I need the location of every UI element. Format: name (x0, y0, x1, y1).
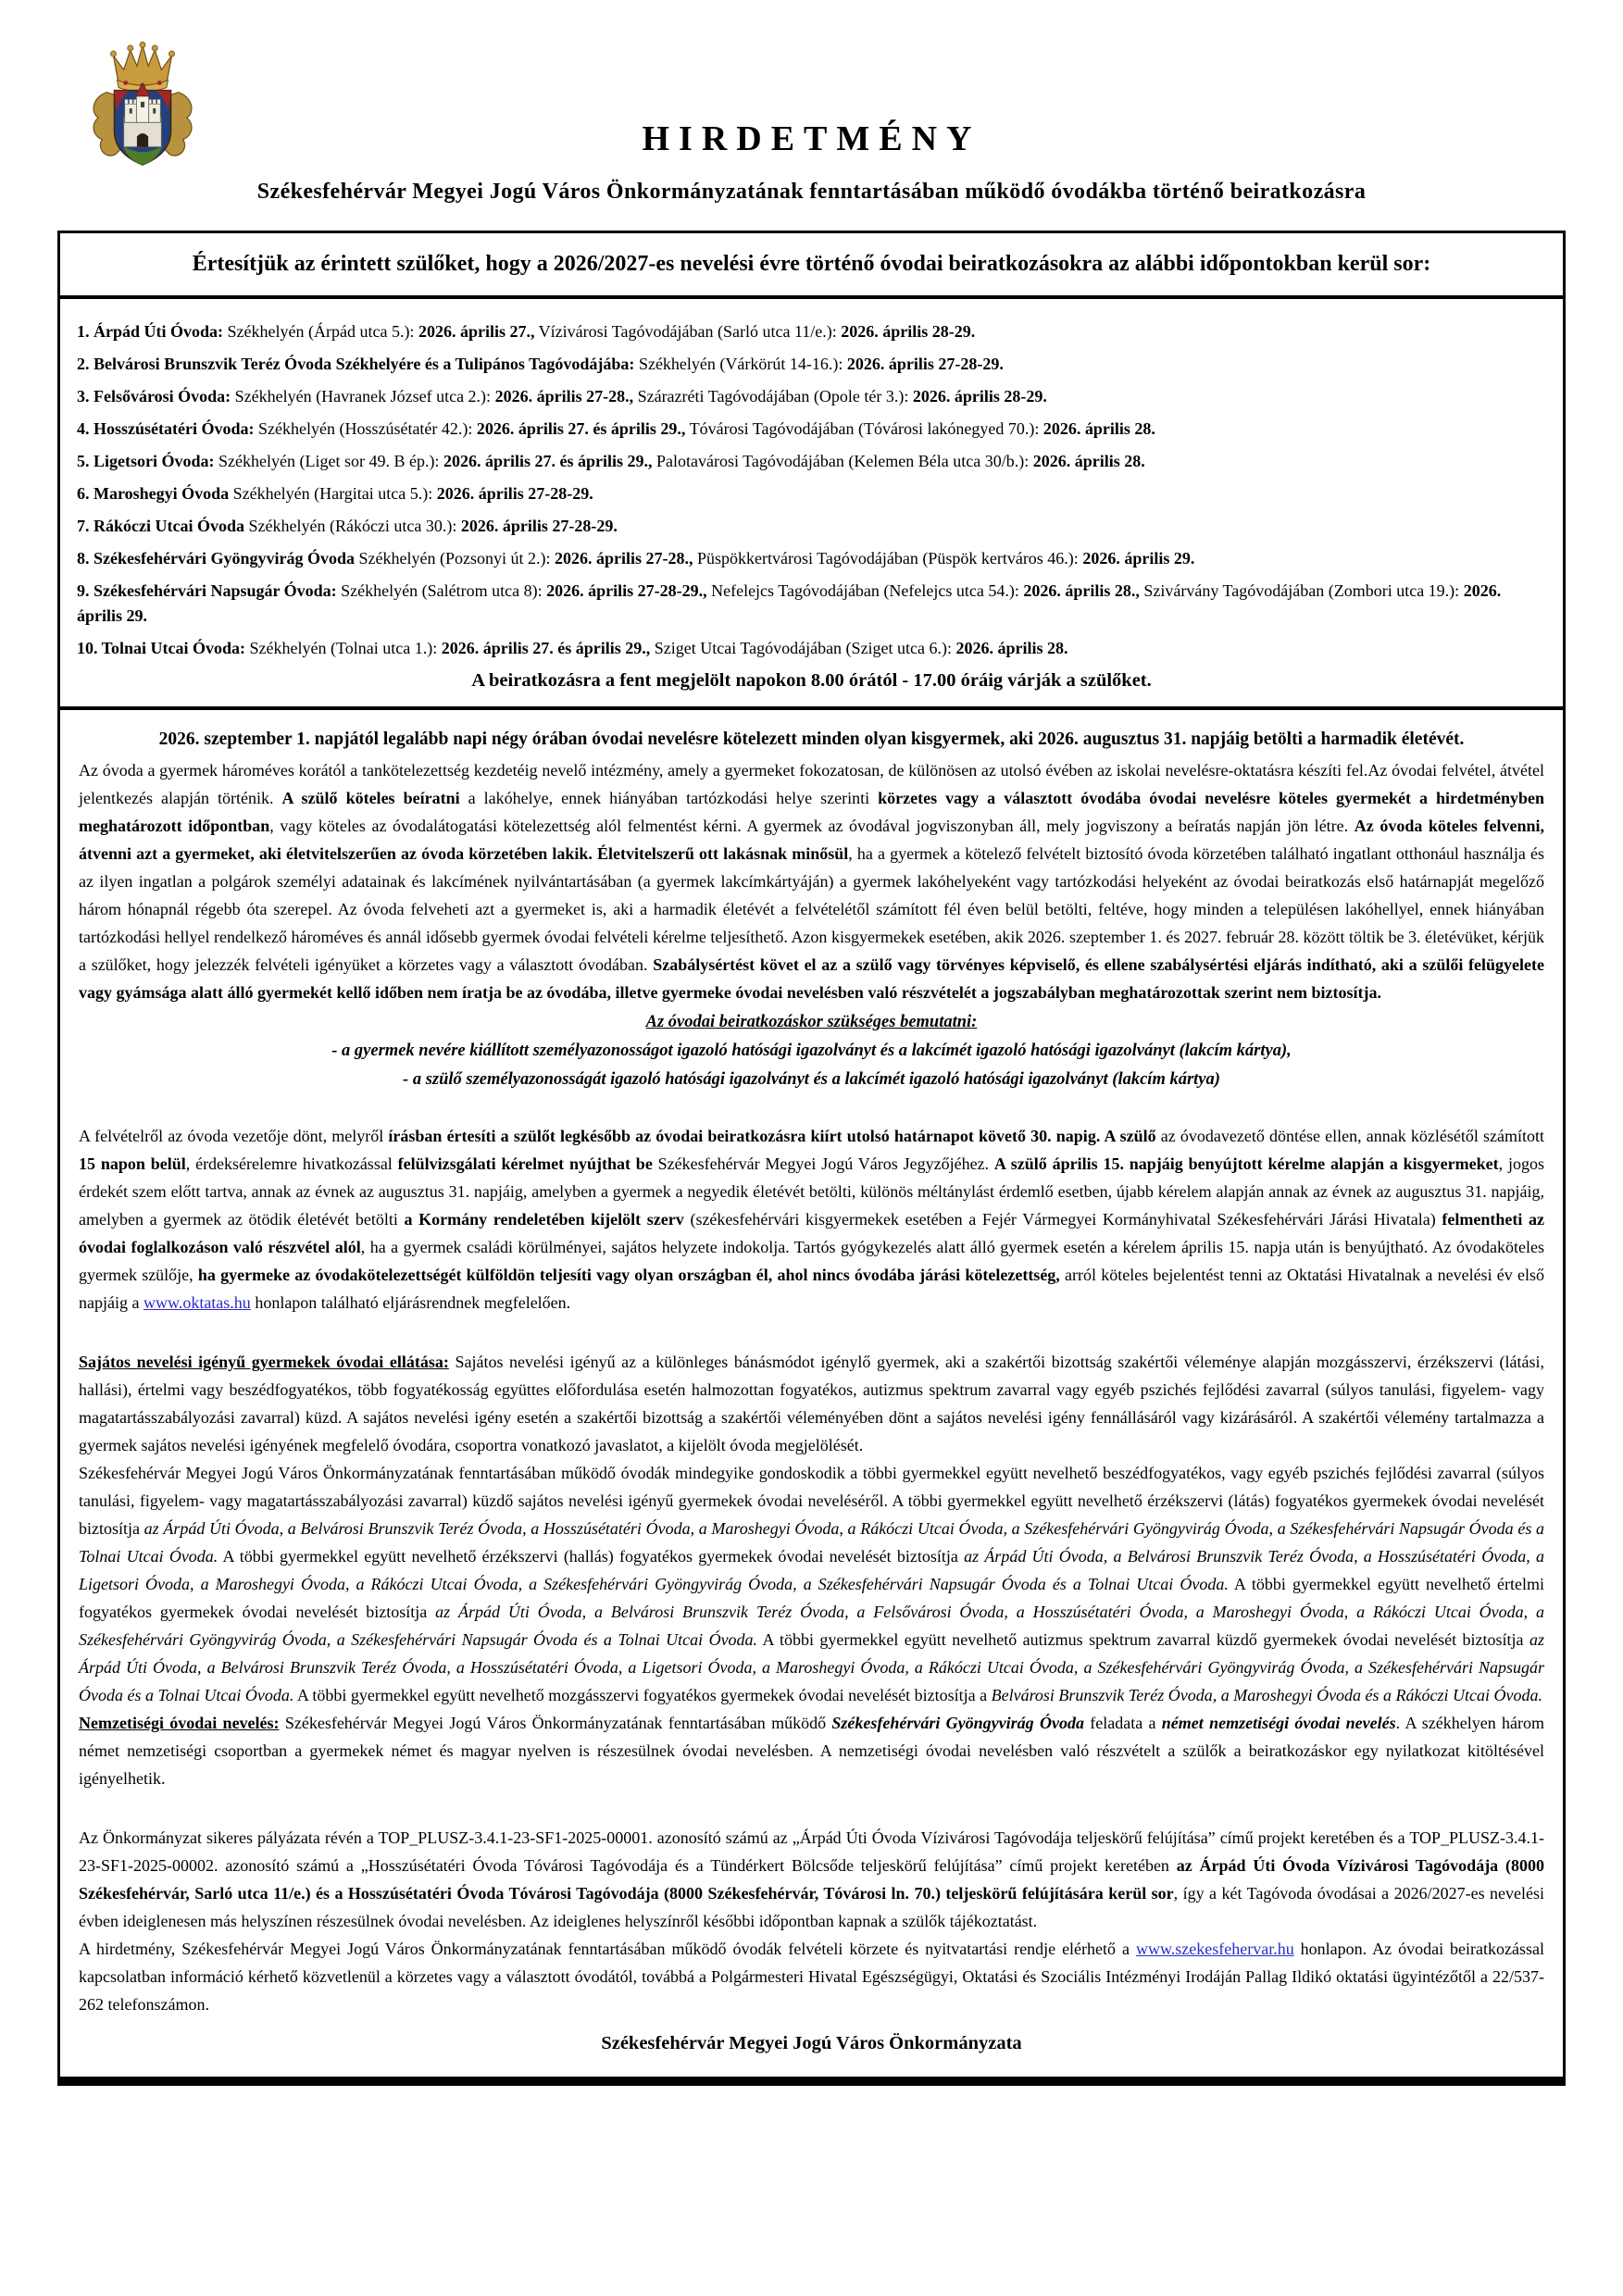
details-section (60, 710, 1563, 2077)
hyperlink[interactable]: www.szekesfehervar.hu (1135, 1940, 1294, 1958)
schedule-list-item: 7. Rákóczi Utcai Óvoda Székhelyén (Rákóczi utca 30.): 2026. április 27-28-29. (77, 517, 618, 535)
schedule-list-item: 5. Ligetsori Óvoda: Székhelyén (Liget sor 49. B ép.): 2026. április 27. és április 29., Palotavárosi Tagóvodájában (Kelemen Béla utca 30/b.): 2026. április 28. (77, 452, 1145, 470)
contact-info-paragraph: A hirdetmény, Székesfehérvár Megyei Jogú Város Önkormányzatának fenntartásában működő óvodák felvételi körzete és nyitvatartási rendje elérhető a www.szekesfehervar.hu honlapon. Az óvodai beiratkozással kapcsolatban információ kérhető közvetlenül a körzetes vagy a választott óvodától, továbbá a Polgármesteri Hivatal Egészségügyi, Oktatási és Szociális Intézményi Irodáján Pallag Ildikó oktatási ügyintézőtől a 22/537-262 telefonszámon. (79, 1940, 1544, 2014)
coat-of-arms-graphic (86, 41, 199, 174)
document-header (0, 0, 1623, 205)
city-coat-of-arms-icon (86, 41, 199, 174)
schedule-list-item: 1. Árpád Úti Óvoda: Székhelyén (Árpád utca 5.): 2026. április 27., Vízivárosi Tagóvodájában (Sarló utca 11/e.): 2026. április 28-29. (77, 322, 976, 341)
intro-text: Értesítjük az érintett szülőket, hogy a 2026/2027-es nevelési évre történő óvodai beiratkozásokra az alábbi időpontokban kerül sor: (192, 252, 1431, 276)
required-document-parent-line: - a szülő személyazonosságát igazoló hatósági igazolványt és a lakcímét igazoló hatósági igazolványt (lakcím kártya) (403, 1070, 1220, 1089)
hyperlink[interactable]: www.oktatas.hu (143, 1293, 251, 1312)
schedule-list-item: 3. Felsővárosi Óvoda: Székhelyén (Havranek József utca 2.): 2026. április 27-28., Szárazréti Tagóvodájában (Opole tér 3.): 2026. április 28-29. (77, 387, 1047, 406)
page-subtitle: Székesfehérvár Megyei Jogú Város Önkormányzatának fenntartásában működő óvodákba történő beiratkozásra (256, 180, 1367, 204)
schedule-list-item: 10. Tolnai Utcai Óvoda: Székhelyén (Tolnai utca 1.): 2026. április 27. és április 29., Sziget Utcai Tagóvodájában (Sziget utca 6.): 2026. április 28. (77, 639, 1068, 657)
signature: Székesfehérvár Megyei Jogú Város Önkormányzata (601, 2033, 1022, 2053)
intro-section (60, 233, 1563, 299)
schedule-list-item: 4. Hosszúsétatéri Óvoda: Székhelyén (Hosszúsétatér 42.): 2026. április 27. és április 29., Tóvárosi Tagóvodájában (Tóvárosi lakónegyed 70.): 2026. április 28. (77, 419, 1155, 438)
announcement-frame (57, 231, 1566, 2086)
enrollment-schedule-section (60, 299, 1563, 710)
enrollment-rules-paragraph: Az óvoda a gyermek hároméves korától a tankötelezettség kezdetéig nevelő intézmény, amely a gyermeket fokozatosan, de különösen az utolsó évében az iskolai nevelésre-oktatásra készíti fel.Az óvodai felvétel, átvétel jelentkezés alapján történik. A szülő köteles beíratni a lakóhelye, ennek hiányában tartózkodási helye szerinti körzetes vagy a választott óvodába óvodai nevelésre köteles gyermekét a hirdetményben meghatározott időpontban, vagy köteles az óvodalátogatási kötelezettség alól felmentést kérni. A gyermek az óvodával jogviszonyban áll, mely jogviszony a beíratás napján jön létre. Az óvoda köteles felvenni, átvenni azt a gyermeket, aki életvitelszerűen az óvoda körzetében lakik. Életvitelszerű ott lakásnak minősül, ha a gyermek a kötelező felvételt biztosító óvoda körzetében található ingatlant otthonául használja és az ilyen ingatlan a polgárok személyi adatainak és lakcímének nyilvántartásában (a gyermek lakcímkártyáján) a gyermek lakóhelyeként vagy tartózkodási helyeként az óvodai beiratkozás első határnapját megelőző három hónapnál régebb óta szerepel. Az óvoda felveheti azt a gyermeket is, aki a harmadik életévét a felvételétől számított fél éven belül betölti, feltéve, hogy minden a településen lakóhellyel, ennek hiányában tartózkodási hellyel rendelkező hároméves és annál idősebb gyermek óvodai felvételi kérelme teljesíthető. Azon kisgyermekek esetében, akik 2026. szeptember 1. és 2027. február 28. között töltik be 3. életévüket, kérjük a szülőket, hogy jelezzék felvételi igényüket a körzetes vagy a választott óvodában. Szabálysértést követ el az a szülő vagy törvényes képviselő, és ellene szabálysértési eljárás indítható, aki a szülői felügyelete vagy gyámsága alatt álló gyermekét kellő időben nem íratja be az óvodába, illetve gyermeke óvodai nevelésben való részvételét a jogszabályban meghatározottak szerint nem biztosítja. (79, 761, 1544, 1002)
schedule-list-item: 6. Maroshegyi Óvoda Székhelyén (Hargitai utca 5.): 2026. április 27-28-29. (77, 484, 593, 503)
schedule-list-item: 2. Belvárosi Brunszvik Teréz Óvoda Székhelyére és a Tulipános Tagóvodájába: Székhelyén (Várkörút 14-16.): 2026. április 27-28-29. (77, 355, 1004, 373)
page-title: HIRDETMÉNY (642, 119, 981, 158)
schedule-closing-note: A beiratkozásra a fent megjelölt napokon 8.00 órától - 17.00 óráig várják a szülőket. (471, 670, 1152, 691)
renovation-projects-paragraph: Az Önkormányzat sikeres pályázata révén a TOP_PLUSZ-3.4.1-23-SF1-2025-00001. azonosító számú az „Árpád Úti Óvoda Vízivárosi Tagóvodája teljeskörű felújítása” című projekt keretében és a TOP_PLUSZ-3.4.1-23-SF1-2025-00002. azonosító számú a „Hosszúsétatéri Óvoda Tóvárosi Tagóvodája és a Tündérkert Bölcsőde teljeskörű felújítása” című projekt keretében az Árpád Úti Óvoda Vízivárosi Tagóvodája (8000 Székesfehérvár, Sarló utca 11/e.) és a Hosszúsétatéri Óvoda Tóvárosi Tagóvodája (8000 Székesfehérvár, Tóvárosi ln. 70.) teljeskörű felújítására kerül sor, így a két Tagóvoda óvodásai a 2026/2027-es nevelési évben ideiglenesen más helyszínen részesülnek óvodai nevelésben. Az ideiglenes helyszínről későbbi időpontban kapnak a szülők tájékoztatást. (79, 1828, 1544, 1930)
special-needs-paragraph: Sajátos nevelési igényű gyermekek óvodai ellátása: Sajátos nevelési igényű az a különleges bánásmódot igénylő gyermek, aki a szakértői bizottság szakértői véleménye alapján mozgásszervi, érzékszervi (látási, hallási), értelmi vagy beszédfogyatékos, több fogyatékosság együttes előfordulása esetén halmozottan fogyatékos, autizmus spektrum zavarral vagy egyéb pszichés fejlődési zavarral (súlyos tanulási, figyelem- vagy magatartásszabályozási zavarral) küzd. A sajátos nevelési igény esetén a szakértői bizottság a szakértői véleményében dönt a sajátos nevelési igény fennállásáról vagy kizárásáról. A szakértői vélemény tartalmazza a gyermek sajátos nevelési igényének megfelelő óvodára, csoportra vonatkozó javaslatot, a kijelölt óvoda megjelölését. Székesfehérvár Megyei Jogú Város Önkormányzatának fenntartásában működő óvodák mindegyike gondoskodik a többi gyermekkel együtt nevelhető beszédfogyatékos, vagy egyéb pszichés fejlődési zavarral (súlyos tanulási, figyelem- vagy magatartásszabályozási zavarral) küzdő sajátos nevelési igényű gyermekek óvodai neveléséről. A többi gyermekkel együtt nevelhető érzékszervi (látás) fogyatékos gyermekek óvodai nevelését biztosítja az Árpád Úti Óvoda, a Belvárosi Brunszvik Teréz Óvoda, a Hosszúsétatéri Óvoda, a Maroshegyi Óvoda, a Rákóczi Utcai Óvoda, a Székesfehérvári Gyöngyvirág Óvoda, a Székesfehérvári Napsugár Óvoda és a Tolnai Utcai Óvoda. A többi gyermekkel együtt nevelhető érzékszervi (hallás) fogyatékos gyermekek óvodai nevelését biztosítja az Árpád Úti Óvoda, a Belvárosi Brunszvik Teréz Óvoda, a Hosszúsétatéri Óvoda, a Ligetsori Óvoda, a Maroshegyi Óvoda, a Rákóczi Utcai Óvoda, a Székesfehérvári Gyöngyvirág Óvoda, a Székesfehérvári Napsugár Óvoda és a Tolnai Utcai Óvoda. A többi gyermekkel együtt nevelhető értelmi fogyatékos gyermekek óvodai nevelését biztosítja az Árpád Úti Óvoda, a Belvárosi Brunszvik Teréz Óvoda, a Felsővárosi Óvoda, a Hosszúsétatéri Óvoda, a Maroshegyi Óvoda, a Rákóczi Utcai Óvoda, a Székesfehérvári Gyöngyvirág Óvoda, a Székesfehérvári Napsugár Óvoda és a Tolnai Utcai Óvoda. A többi gyermekkel együtt nevelhető autizmus spektrum zavarral küzdő gyermekek óvodai nevelését biztosítja az Árpád Úti Óvoda, a Belvárosi Brunszvik Teréz Óvoda, a Hosszúsétatéri Óvoda, a Ligetsori Óvoda, a Maroshegyi Óvoda, a Rákóczi Utcai Óvoda, a Székesfehérvári Gyöngyvirág Óvoda, a Székesfehérvári Napsugár Óvoda és a Tolnai Utcai Óvoda. A többi gyermekkel együtt nevelhető mozgásszervi fogyatékos gyermekek óvodai nevelését biztosítja a Belvárosi Brunszvik Teréz Óvoda, a Maroshegyi Óvoda és a Rákóczi Utcai Óvoda. (79, 1353, 1545, 1704)
admission-decision-paragraph: A felvételről az óvoda vezetője dönt, melyről írásban értesíti a szülőt legkésőbb az óvodai beiratkozásra kiírt utolsó határnapot követő 30. napig. A szülő az óvodavezető döntése ellen, annak közlésétől számított 15 napon belül, érdeksérelemre hivatkozással felülvizsgálati kérelmet nyújthat be Székesfehérvár Megyei Jogú Város Jegyzőjéhez. A szülő április 15. napjáig benyújtott kérelme alapján a kisgyermeket, jogos érdekét szem előtt tartva, annak az évnek az augusztus 31. napjáig, amelyben a gyermek a negyedik életévét betölti, különös méltánylást érdemlő esetben, újabb kérelem alapján annak az évnek az augusztus 31. napjáig, amelyben a gyermek az ötödik életévét betölti a Kormány rendeletében kijelölt szerv (székesfehérvári kisgyermekek esetében a Fejér Vármegyei Kormányhivatal Székesfehérvári Járási Hivatala) felmentheti az óvodai foglalkozáson való részvétel alól, ha a gyermek családi körülményei, sajátos helyzete indokolja. Tartós gyógykezelés alatt álló gyermek esetén a kérelem április 15. napja után is benyújtható. Az óvodaköteles gyermek szülője, ha gyermeke az óvodakötelezettségét külföldön teljesíti vagy olyan országban él, ahol nincs óvodába járási kötelezettség, arról köteles bejelentést tenni az Oktatási Hivatalnak a nevelési év első napjáig a www.oktatas.hu honlapon található eljárásrendnek megfelelően. (79, 1127, 1545, 1312)
required-documents-heading: Az óvodai beiratkozáskor szükséges bemutatni: (645, 1013, 978, 1031)
required-document-child-line: - a gyermek nevére kiállított személyazonosságot igazoló hatósági igazolványt és a lakcímét igazoló hatósági igazolványt (lakcím kártya), (331, 1042, 1292, 1060)
schedule-list-item: 8. Székesfehérvári Gyöngyvirág Óvoda Székhelyén (Pozsonyi út 2.): 2026. április 27-28., Püspökkertvárosi Tagóvodájában (Püspök kertváros 46.): 2026. április 29. (77, 549, 1195, 568)
schedule-list-item: 9. Székesfehérvári Napsugár Óvoda: Székhelyén (Salétrom utca 8): 2026. április 27-28-29., Nefelejcs Tagóvodájában (Nefelejcs utca 54.): 2026. április 28., Szivárvány Tagóvodájában (Zombori utca 19.): 2026. április 29. (77, 581, 1502, 625)
obligation-heading: 2026. szeptember 1. napjától legalább napi négy órában óvodai nevelésre kötelezett minden olyan kisgyermek, aki 2026. augusztus 31. napjáig betölti a harmadik életévét. (158, 730, 1465, 749)
minority-education-paragraph: Nemzetiségi óvodai nevelés: Székesfehérvár Megyei Jogú Város Önkormányzatának fenntartásában működő Székesfehérvári Gyöngyvirág Óvoda feladata a német nemzetiségi óvodai nevelés. A székhelyen három német nemzetiségi csoportban a gyermekek német és magyar nyelven is részesülnek óvodai nevelésben. A nemzetiségi óvodai nevelésben való részvételt a szülők a beiratkozáskor egy nyilatkozat kitöltésével igényelhetik. (79, 1714, 1544, 1788)
enrollment-schedule-list (77, 319, 1546, 661)
